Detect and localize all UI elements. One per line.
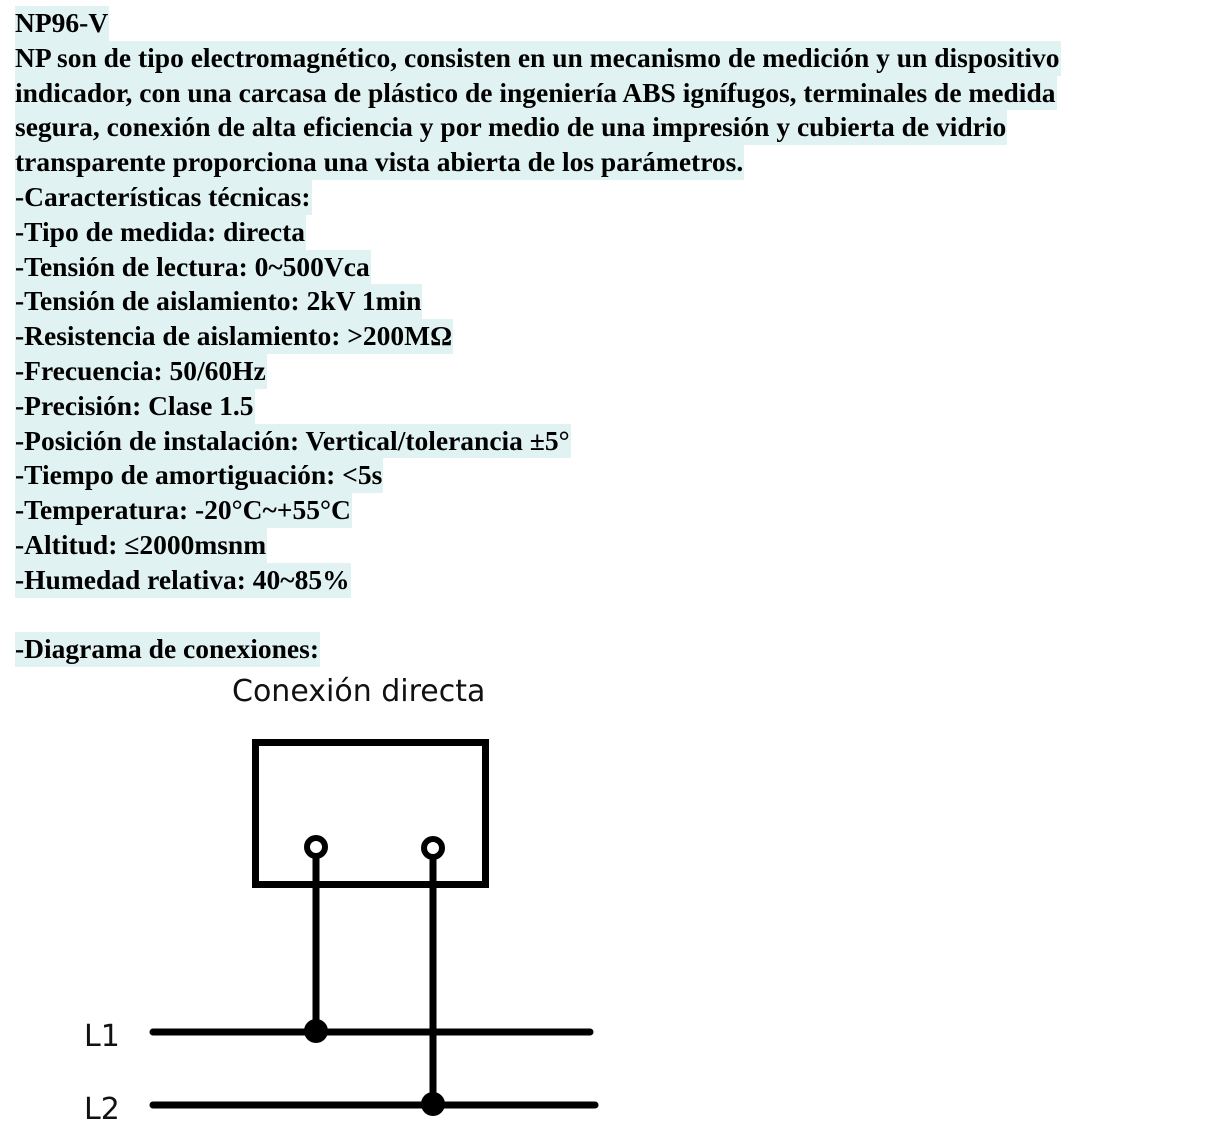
description-text: transparente proporciona una vista abierta de los parámetros. [15, 145, 744, 180]
line-l2-label: L2 [84, 1092, 120, 1127]
terminal-1-icon [307, 838, 325, 1031]
spec-item [15, 354, 1215, 389]
line-l1 [84, 1019, 590, 1054]
spec-reading-voltage: -Tensión de lectura: 0~500Vca [15, 250, 371, 285]
description-text: segura, conexión de alta eficiencia y por medio de una impresión y cubierta de vidrio [15, 110, 1007, 145]
description-line [15, 145, 1215, 180]
description-line [15, 41, 1215, 76]
description-text: indicador, con una carcasa de plástico de ingeniería ABS ignífugos, terminales de medida [15, 76, 1057, 111]
spec-measure-type: -Tipo de medida: directa [15, 215, 306, 250]
spec-insulation-resistance: -Resistencia de aislamiento: >200MΩ [15, 319, 453, 354]
diagram-title: Conexión directa [232, 674, 486, 709]
document-body [15, 6, 1215, 667]
diagram-heading: -Diagrama de conexiones: [15, 632, 320, 667]
diagram-heading-line [15, 632, 1215, 667]
terminal-2-icon [424, 839, 442, 1105]
spec-item [15, 319, 1215, 354]
blank-line [15, 598, 1215, 633]
spec-item [15, 458, 1215, 493]
spec-frequency: -Frecuencia: 50/60Hz [15, 354, 267, 389]
product-title: NP96-V [15, 6, 109, 41]
specs-heading-line [15, 180, 1215, 215]
spec-item [15, 493, 1215, 528]
spec-altitude: -Altitud: ≤2000msnm [15, 528, 267, 563]
spec-insulation-voltage: -Tensión de aislamiento: 2kV 1min [15, 284, 422, 319]
specs-heading: -Características técnicas: [15, 180, 312, 215]
spec-item [15, 389, 1215, 424]
spec-humidity: -Humedad relativa: 40~85% [15, 563, 351, 598]
spec-item [15, 250, 1215, 285]
spec-installation-position: -Posición de instalación: Vertical/tolerancia ±5° [15, 424, 571, 459]
description-line [15, 110, 1215, 145]
junction-l2-icon [421, 1092, 445, 1116]
product-title-line [15, 6, 1215, 41]
line-l1-label: L1 [84, 1019, 120, 1054]
meter-box [256, 743, 486, 885]
spec-precision: -Precisión: Clase 1.5 [15, 389, 255, 424]
spec-item [15, 284, 1215, 319]
line-l2 [84, 1092, 595, 1127]
spec-item [15, 215, 1215, 250]
spec-damping-time: -Tiempo de amortiguación: <5s [15, 458, 383, 493]
description-line [15, 76, 1215, 111]
description-text: NP son de tipo electromagnético, consisten en un mecanismo de medición y un dispositivo [15, 41, 1061, 76]
spec-temperature: -Temperatura: -20°C~+55°C [15, 493, 352, 528]
junction-l1-icon [304, 1019, 328, 1043]
spec-item [15, 528, 1215, 563]
spec-item [15, 424, 1215, 459]
spec-item [15, 563, 1215, 598]
